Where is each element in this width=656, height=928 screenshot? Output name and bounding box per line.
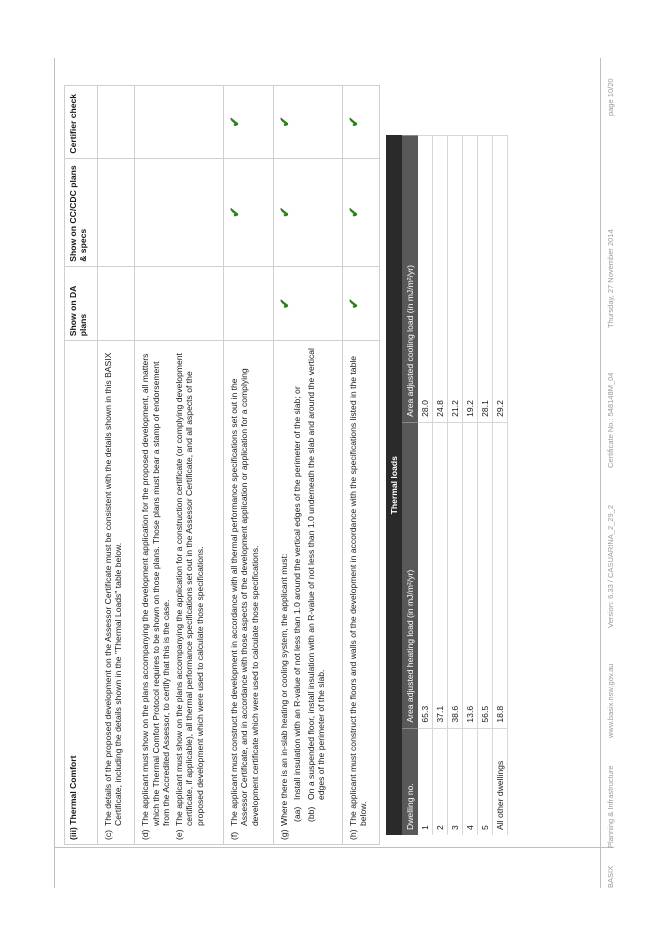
- table-row: [342, 86, 379, 845]
- cooling-cell: 19.2: [463, 136, 478, 423]
- item-g-aa: (aa)Install insulation with an R-value of not less than 1.0 around the vertical edges of the perimeter of the slab; or: [292, 386, 303, 822]
- check-icon: ✔: [276, 116, 292, 128]
- thermal-comfort-table: [64, 85, 380, 845]
- cooling-cell: 24.8: [433, 136, 448, 423]
- heating-cell: 65.3: [418, 422, 433, 728]
- check-icon: ✔: [226, 116, 242, 128]
- footer-url[interactable]: www.basix.nsw.gov.au: [606, 663, 615, 738]
- dwelling-cell: 5: [478, 728, 493, 835]
- item-group-c-e: [97, 341, 134, 845]
- loads-row: [478, 136, 493, 836]
- item-cell: [135, 341, 224, 845]
- loads-body: [418, 136, 508, 836]
- check-icon: ✔: [276, 298, 292, 309]
- heating-cell: 38.6: [448, 422, 463, 728]
- cert-cell: [273, 86, 342, 159]
- item-h: (h)The applicant must construct the floors and walls of the development in accordance with the specifications listed in the table below.: [347, 355, 369, 840]
- heating-cell: 13.6: [463, 422, 478, 728]
- col-header-cooling: Area adjusted cooling load (in mJ/m²/yr): [402, 136, 418, 423]
- item-c: (c)The details of the proposed development on the Assessor Certificate must be consistent with the details shown in this BASIX Certificate, including the details shown in the "Thermal Loads" table below.: [102, 352, 124, 840]
- cert-cell: [97, 86, 134, 159]
- da-cell: [135, 266, 224, 340]
- dwelling-cell: 4: [463, 728, 478, 835]
- cooling-cell: 29.2: [493, 136, 508, 423]
- cc-cell: [135, 158, 224, 266]
- cooling-cell: 28.0: [418, 136, 433, 423]
- item-e: (e)The applicant must show on the plans accompanying the application for a construction certificate (or complying development certificate, if applicable), all thermal performance specifications set out in the Assessor Certificate, and all aspects of the proposed development which were used to calculate those specifications.: [173, 353, 205, 840]
- cc-cell: [223, 158, 273, 266]
- footer-dept: Planning & Infrastructure: [606, 765, 615, 848]
- check-icon: ✔: [226, 206, 242, 218]
- loads-row: [418, 136, 433, 836]
- check-icon: ✔: [345, 206, 361, 218]
- col-header-heating: Area adjusted heating load (in mJ/m²/yr): [402, 422, 418, 728]
- loads-caption-row: [386, 136, 402, 836]
- da-cell: [97, 266, 134, 340]
- da-cell: [273, 266, 342, 340]
- dwelling-cell: All other dwellings: [493, 728, 508, 835]
- footer-version: Version: 6.33 / CASUARINA_2_29_2: [606, 505, 615, 628]
- footer-page: page 10/20: [606, 78, 615, 116]
- item-g-bb: (bb)On a suspended floor, install insulation with an R-value of not less than 1.0 underneath the slab and around the vertical edges of the perimeter of the slab.: [305, 348, 327, 822]
- col-header-da: Show on DA plans: [65, 266, 98, 340]
- footer-date: Thursday, 27 November 2014: [606, 229, 615, 328]
- col-header-dwelling: Dwelling no.: [402, 728, 418, 835]
- table-row: [223, 86, 273, 845]
- table-row: [273, 86, 342, 845]
- item-f: (f)The applicant must construct the development in accordance with all thermal performance specifications set out in the Assessor Certificate, and in accordance with those aspects of the development application or application for a complying development certificate which were used to calculate those specifications.: [228, 368, 260, 840]
- cooling-cell: 21.2: [448, 136, 463, 423]
- loads-row: [433, 136, 448, 836]
- footer-certificate: Certificate No.: 548148M_04: [606, 372, 615, 468]
- dwelling-cell: 2: [433, 728, 448, 835]
- item-d: (d)The applicant must show on the plans accompanying the development application for the proposed development, all matters which the Thermal Comfort Protocol requires to be shown on those plans. Those plans must bear a stamp of endorsement from the Accredited Assessor, to certify that this is the case.: [140, 353, 172, 840]
- loads-caption: Thermal loads: [386, 136, 402, 836]
- cc-cell: [273, 158, 342, 266]
- page-border-left: [54, 847, 614, 848]
- cc-cell: [342, 158, 379, 266]
- table-row: [135, 86, 224, 845]
- check-icon: ✔: [345, 298, 361, 309]
- col-header-cc: Show on CC/CDC plans & specs: [65, 158, 98, 266]
- item-cell: [273, 341, 342, 845]
- da-cell: [223, 266, 273, 340]
- loads-header-row: [402, 136, 418, 836]
- page-border-top: [54, 58, 55, 888]
- footer-basix: BASIX: [606, 865, 615, 888]
- loads-row: [493, 136, 508, 836]
- cert-cell: [342, 86, 379, 159]
- header-row: [65, 86, 98, 845]
- cert-cell: [223, 86, 273, 159]
- heating-cell: 37.1: [433, 422, 448, 728]
- thermal-loads-table: [386, 135, 508, 835]
- item-cell: [342, 341, 379, 845]
- item-cell: [223, 341, 273, 845]
- loads-row: [448, 136, 463, 836]
- cooling-cell: 28.1: [478, 136, 493, 423]
- check-icon: ✔: [276, 206, 292, 218]
- check-icon: ✔: [345, 116, 361, 128]
- cc-cell: [97, 158, 134, 266]
- page-border-bottom: [600, 58, 601, 888]
- da-cell: [342, 266, 379, 340]
- col-header-cert: Certifier check: [65, 86, 98, 159]
- section-title: (iii) Thermal Comfort: [65, 341, 98, 845]
- heating-cell: 18.8: [493, 422, 508, 728]
- cert-cell: [135, 86, 224, 159]
- dwelling-cell: 1: [418, 728, 433, 835]
- table-row: [97, 86, 134, 845]
- loads-row: [463, 136, 478, 836]
- dwelling-cell: 3: [448, 728, 463, 835]
- heating-cell: 56.5: [478, 422, 493, 728]
- item-g: (g)Where there is an in-slab heating or cooling system, the applicant must:: [278, 553, 289, 840]
